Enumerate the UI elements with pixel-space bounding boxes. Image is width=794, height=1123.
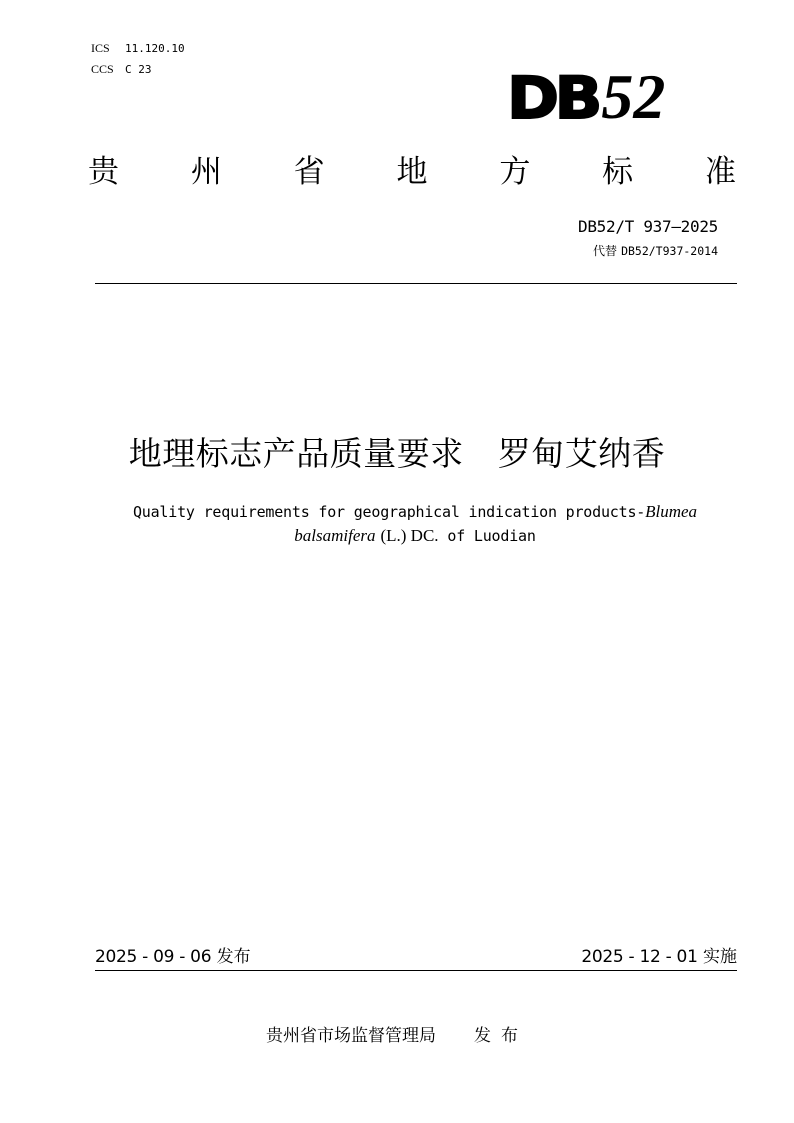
title-en-genus: Blumea (645, 502, 698, 521)
issue-date-block (95, 945, 251, 969)
ics-label: ICS (91, 41, 110, 55)
title-en-epithet: balsamifera (294, 526, 376, 545)
implement-date: 2025 - 12 - 01 (581, 947, 698, 967)
standard-type-char: 省 (293, 154, 325, 190)
standard-type-char: 地 (396, 154, 428, 190)
header-divider (95, 283, 737, 284)
implement-date-block (581, 945, 737, 969)
issue-date: 2025 - 09 - 06 (95, 947, 212, 967)
standard-type-char: 贵 (88, 154, 119, 190)
standard-type-char: 准 (704, 154, 736, 190)
dates-row (95, 945, 737, 969)
title-cn-part1: 地理标志产品质量要求 (128, 434, 464, 473)
standard-type-heading (88, 152, 736, 192)
footer-divider (95, 970, 737, 971)
document-title-english (100, 500, 730, 548)
replaces-label: 代替 (593, 244, 618, 258)
logo-number: 52 (601, 61, 666, 132)
logo-prefix: DB (507, 64, 599, 132)
standard-type-char: 州 (190, 154, 222, 190)
standard-number: DB52/T 937—2025 (578, 217, 718, 236)
document-title-chinese (0, 431, 794, 477)
issuer-name: 贵州省市场监督管理局 (266, 1026, 436, 1046)
implement-label: 实施 (703, 947, 737, 967)
replaces-code: DB52/T937-2014 (621, 244, 718, 258)
classification-block (91, 38, 185, 80)
title-en-part2: of Luodian (438, 527, 536, 545)
ics-line (91, 38, 185, 59)
ics-value: 11.120.10 (125, 42, 185, 55)
standard-type-char: 方 (499, 154, 531, 190)
issuer-action: 发布 (474, 1026, 528, 1046)
replaces-line (593, 242, 718, 260)
title-en-author: (L.) DC. (380, 526, 439, 545)
ccs-value: C 23 (125, 63, 152, 76)
title-en-part1: Quality requirements for geographical indication products- (132, 503, 646, 521)
issue-label: 发布 (216, 947, 251, 967)
ccs-label: CCS (91, 62, 114, 76)
ccs-line (91, 59, 185, 80)
db-logo (507, 62, 665, 132)
title-cn-part2: 罗甸艾纳香 (497, 434, 666, 473)
standard-type-char: 标 (602, 154, 634, 190)
issuer-line (0, 1024, 794, 1048)
